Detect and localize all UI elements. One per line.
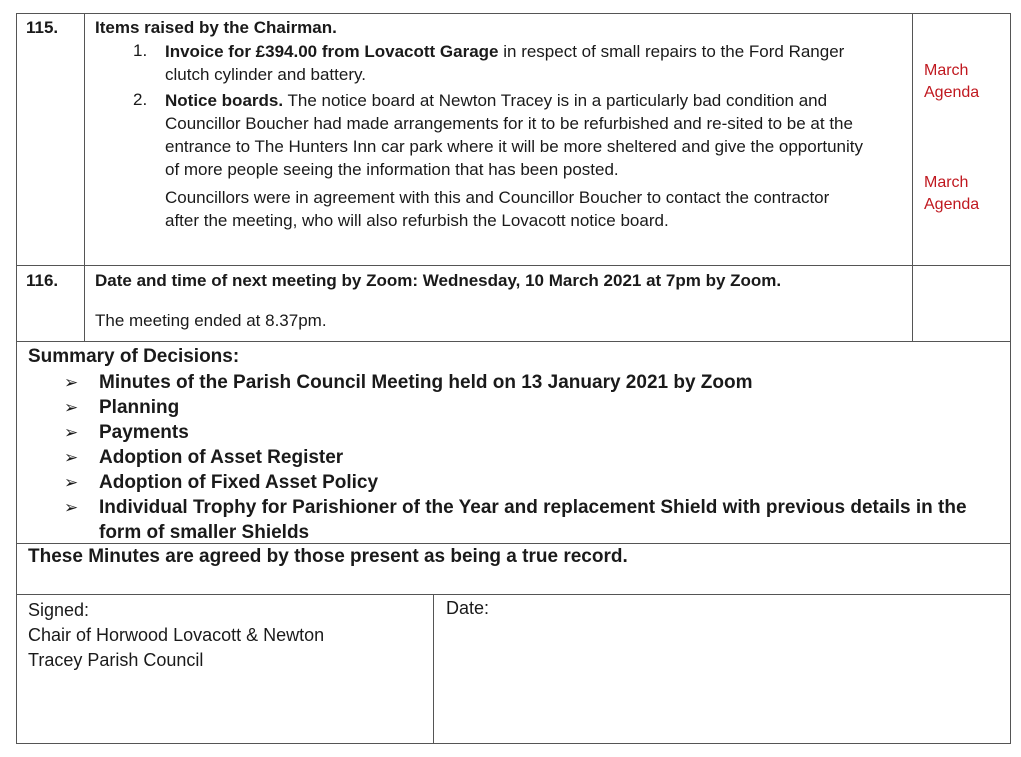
action-note-line: Agenda [924,196,980,213]
decision-text: Adoption of Asset Register [99,447,344,468]
invoice-item-bold: Invoice for £394.00 from Lovacott Garage [165,42,499,61]
arrow-bullet-icon: ➢ [64,398,79,417]
item-number: 115. [26,18,59,37]
decision-item [64,470,994,495]
item-heading: Date and time of next meeting by Zoom: Wednesday, 10 March 2021 at 7pm by Zoom. [95,271,782,290]
notice-boards-line: entrance to The Hunters Inn car park where it will be more sheltered and give the opportunity [165,137,864,156]
decision-text: Planning [99,397,180,418]
decision-item [64,420,994,445]
decision-text: Payments [99,422,189,443]
notice-boards-line: after the meeting, who will also refurbish the Lovacott notice board. [165,211,669,230]
meeting-end-text: The meeting ended at 8.37pm. [95,311,327,330]
arrow-bullet-icon: ➢ [64,498,79,517]
decision-list [64,370,994,545]
decision-text: Individual Trophy for Parishioner of the Year and replacement Shield with previous details in the form of smaller Shields [99,497,967,543]
decision-item [64,445,994,470]
notice-boards-item [165,90,827,112]
action-note-line: March [924,62,969,79]
item-number: 116. [26,271,59,290]
date-label: Date: [446,598,490,618]
invoice-item-text: in respect of small repairs to the Ford Ranger [498,42,845,61]
column-divider-number [84,13,85,341]
arrow-bullet-icon: ➢ [64,423,79,442]
item-heading: Items raised by the Chairman. [95,18,337,37]
notice-boards-line: Councillors were in agreement with this and Councillor Boucher to contact the contractor [165,188,830,207]
action-note [924,60,979,104]
decision-item [64,370,994,395]
arrow-bullet-icon: ➢ [64,373,79,392]
arrow-bullet-icon: ➢ [64,473,79,492]
column-divider-signature [433,594,434,744]
decision-text: Adoption of Fixed Asset Policy [99,472,379,493]
chair-title-line: Chair of Horwood Lovacott & Newton [28,625,325,645]
row-divider-116-summary [16,341,1011,342]
action-note-line: March [924,174,969,191]
invoice-item [165,41,844,63]
summary-title: Summary of Decisions: [28,346,240,367]
list-number: 1. [133,41,148,60]
row-divider-agreed-signature [16,594,1011,595]
notice-boards-text: The notice board at Newton Tracey is in a particularly bad condition and [283,91,828,110]
decision-item [64,495,994,545]
row-divider-115-116 [16,265,1011,266]
invoice-item-line: clutch cylinder and battery. [165,65,366,84]
decision-item [64,395,994,420]
decision-text: Minutes of the Parish Council Meeting held on 13 January 2021 by Zoom [99,372,753,393]
chair-title-line: Tracey Parish Council [28,650,204,670]
signed-label: Signed: [28,600,90,620]
action-note [924,172,979,216]
arrow-bullet-icon: ➢ [64,448,79,467]
notice-boards-line: of more people seeing the information that has been posted. [165,160,619,179]
column-divider-action [912,13,913,341]
notice-boards-line: Councillor Boucher had made arrangements for it to be refurbished and re-sited to be at the [165,114,853,133]
notice-boards-bold: Notice boards. [165,91,284,110]
list-number: 2. [133,90,148,109]
action-note-line: Agenda [924,84,980,101]
agreement-statement: These Minutes are agreed by those present as being a true record. [28,546,628,567]
signature-block [28,598,423,673]
